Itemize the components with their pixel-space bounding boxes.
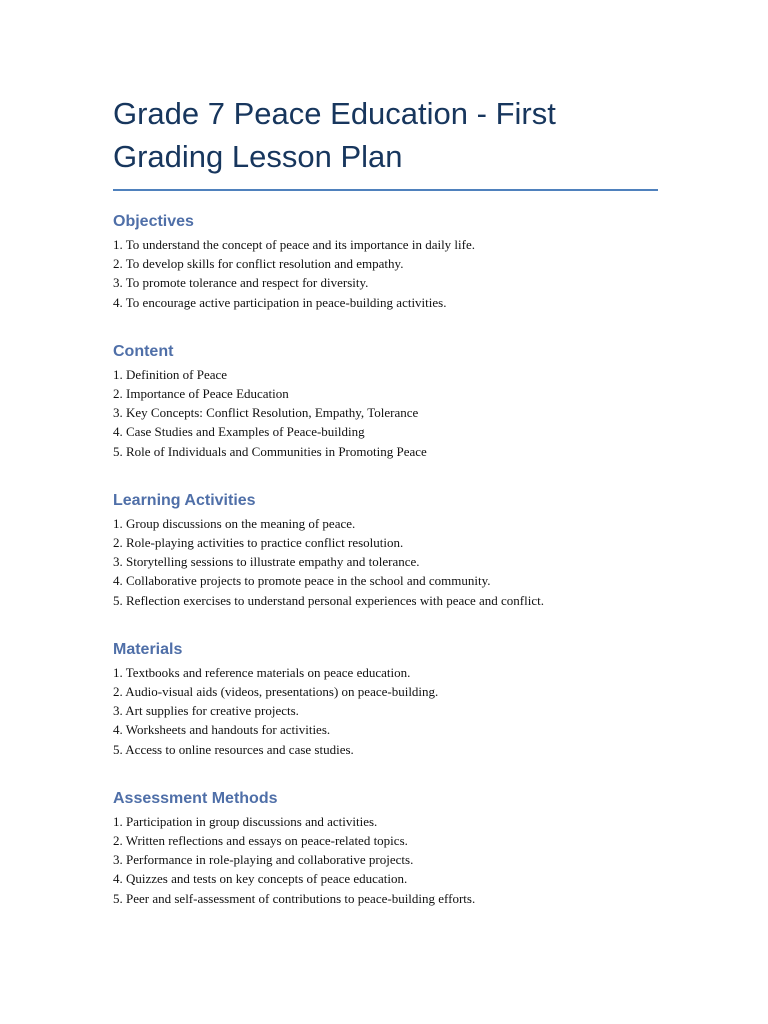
section-materials — [113, 640, 658, 759]
list-item: 3. Key Concepts: Conflict Resolution, Empathy, Tolerance — [113, 405, 419, 421]
list-item: 5. Role of Individuals and Communities in Promoting Peace — [113, 443, 427, 459]
section-heading: Objectives — [113, 213, 194, 230]
list-item: 1. Definition of Peace — [113, 366, 228, 382]
section-heading: Assessment Methods — [113, 789, 278, 807]
section-objectives — [113, 212, 658, 312]
list-item: 2. To develop skills for conflict resolution and empathy. — [113, 256, 404, 272]
document-title: Grade 7 Peace Education - First Grading Lesson Plan — [113, 92, 658, 191]
list-item: 1. To understand the concept of peace and its importance in daily life. — [113, 237, 476, 252]
section-heading: Content — [113, 342, 174, 360]
list-item: 4. Quizzes and tests on key concepts of peace education. — [113, 871, 408, 887]
list-item: 4. Worksheets and handouts for activities. — [113, 722, 331, 738]
materials-list — [113, 663, 658, 759]
objectives-list — [113, 235, 658, 312]
list-item: 1. Textbooks and reference materials on peace education. — [113, 664, 411, 680]
learning-activities-list — [113, 514, 658, 610]
list-item: 4. Collaborative projects to promote peace in the school and community. — [113, 573, 491, 589]
list-item: 3. To promote tolerance and respect for diversity. — [113, 275, 369, 291]
list-item: 2. Importance of Peace Education — [113, 386, 289, 402]
section-content — [113, 342, 658, 461]
list-item: 2. Role-playing activities to practice conflict resolution. — [113, 535, 404, 551]
list-item: 5. Reflection exercises to understand personal experiences with peace and conflict. — [113, 592, 544, 608]
list-item: 2. Audio-visual aids (videos, presentations) on peace-building. — [113, 684, 439, 700]
list-item: 3. Art supplies for creative projects. — [113, 703, 299, 719]
section-heading: Materials — [113, 640, 183, 658]
section-assessment-methods — [113, 789, 658, 908]
list-item: 5. Access to online resources and case studies. — [113, 741, 354, 757]
assessment-methods-list — [113, 812, 658, 908]
content-list — [113, 365, 658, 461]
list-item: 1. Group discussions on the meaning of peace. — [113, 515, 356, 531]
section-learning-activities — [113, 491, 658, 610]
list-item: 3. Performance in role-playing and collaborative projects. — [113, 852, 414, 868]
list-item: 5. Peer and self-assessment of contributions to peace-building efforts. — [113, 890, 476, 906]
list-item: 1. Participation in group discussions and activities. — [113, 813, 378, 829]
list-item: 2. Written reflections and essays on peace-related topics. — [113, 833, 408, 849]
list-item: 4. To encourage active participation in peace-building activities. — [113, 294, 447, 310]
list-item: 3. Storytelling sessions to illustrate empathy and tolerance. — [113, 554, 420, 570]
list-item: 4. Case Studies and Examples of Peace-building — [113, 424, 365, 440]
section-heading: Learning Activities — [113, 491, 256, 509]
document-page — [113, 92, 658, 908]
